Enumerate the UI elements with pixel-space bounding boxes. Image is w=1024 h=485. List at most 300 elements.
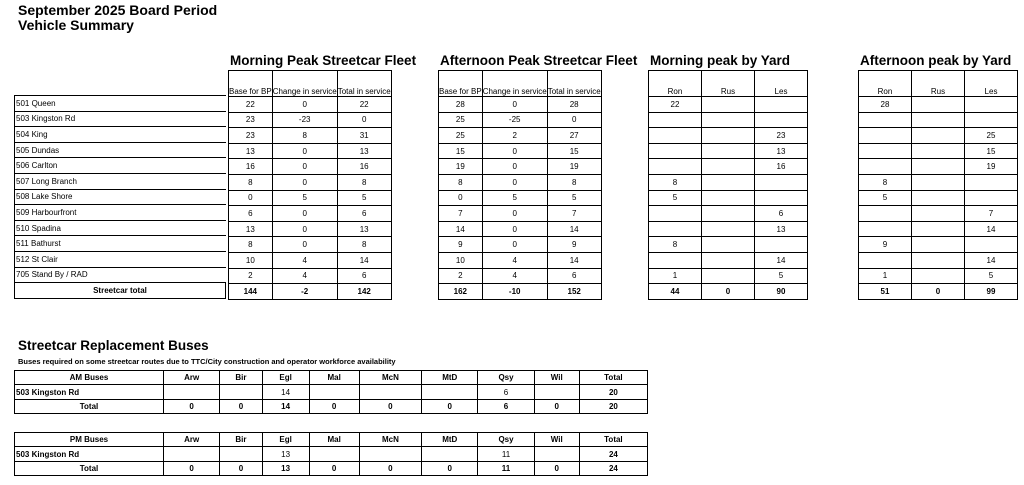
table-row	[859, 112, 1018, 128]
afternoon-yard-cell: 28	[859, 97, 912, 113]
afternoon-yard-cell	[965, 97, 1018, 113]
morning-fleet-header: Base for BP	[229, 71, 273, 97]
bus-column-header: Total	[579, 371, 647, 385]
bus-total-cell: 0	[534, 399, 579, 413]
afternoon-yard-cell	[912, 97, 965, 113]
afternoon-yard-cell: 5	[965, 268, 1018, 284]
table-row	[229, 190, 392, 206]
afternoon-yard-total: 51	[859, 284, 912, 300]
afternoon-fleet-cell: 0	[482, 159, 547, 175]
table-row	[439, 190, 602, 206]
bus-total-cell: 0	[359, 399, 421, 413]
table-row	[649, 143, 808, 159]
morning-yard-cell: 5	[649, 190, 702, 206]
table-row	[439, 237, 602, 253]
afternoon-fleet-cell: 7	[439, 206, 483, 222]
afternoon-fleet-cell: 0	[482, 174, 547, 190]
table-row	[229, 97, 392, 113]
bus-column-header: Qsy	[478, 433, 534, 447]
afternoon-fleet-cell: 4	[482, 252, 547, 268]
morning-yard-cell	[755, 174, 808, 190]
afternoon-fleet-cell: 0	[482, 237, 547, 253]
morning-fleet-cell: 8	[229, 237, 273, 253]
table-row	[859, 237, 1018, 253]
morning-yard-cell	[755, 237, 808, 253]
afternoon-yard-cell	[912, 190, 965, 206]
bus-total-cell: 14	[262, 399, 309, 413]
bus-cell: 11	[478, 447, 534, 461]
morning-yard-cell	[649, 221, 702, 237]
afternoon-yard-cell: 25	[965, 128, 1018, 144]
morning-fleet-cell: 6	[337, 268, 391, 284]
afternoon-fleet-header: Base for BP	[439, 71, 483, 97]
morning-yard-cell: 13	[755, 221, 808, 237]
afternoon-fleet-cell: 28	[547, 97, 601, 113]
table-row	[15, 96, 226, 112]
morning-fleet-cell: 31	[337, 128, 391, 144]
bus-cell	[309, 385, 359, 399]
morning-fleet-cell: 23	[229, 128, 273, 144]
table-row	[859, 268, 1018, 284]
morning-yard-cell: 6	[755, 206, 808, 222]
afternoon-fleet-cell: 19	[439, 159, 483, 175]
morning-yard-cell	[649, 159, 702, 175]
afternoon-yard-cell: 14	[965, 221, 1018, 237]
afternoon-fleet-total: -10	[482, 284, 547, 300]
afternoon-yard-table	[858, 70, 1018, 300]
route-label: 505 Dundas	[15, 142, 226, 158]
route-label: 509 Harbourfront	[15, 205, 226, 221]
afternoon-yard-cell	[965, 237, 1018, 253]
afternoon-fleet-total: 152	[547, 284, 601, 300]
bus-total-cell: 0	[422, 461, 478, 475]
morning-fleet-cell: 2	[229, 268, 273, 284]
table-row	[229, 112, 392, 128]
route-label: 501 Queen	[15, 96, 226, 112]
afternoon-fleet-cell: 0	[482, 206, 547, 222]
table-row	[859, 143, 1018, 159]
morning-fleet-cell: 8	[272, 128, 337, 144]
afternoon-fleet-title: Afternoon Peak Streetcar Fleet	[440, 53, 638, 68]
bus-cell	[422, 447, 478, 461]
afternoon-yard-header: Rus	[912, 71, 965, 97]
morning-fleet-table	[228, 70, 392, 300]
afternoon-fleet-cell: 2	[482, 128, 547, 144]
morning-fleet-cell: 0	[272, 174, 337, 190]
afternoon-fleet-cell: 15	[439, 143, 483, 159]
morning-fleet-cell: 13	[229, 143, 273, 159]
afternoon-yard-cell	[859, 143, 912, 159]
table-row	[649, 221, 808, 237]
afternoon-fleet-cell: 8	[439, 174, 483, 190]
table-row	[439, 159, 602, 175]
table-row	[229, 128, 392, 144]
morning-yard-header: Les	[755, 71, 808, 97]
morning-fleet-cell: 0	[272, 143, 337, 159]
morning-fleet-header: Change in service	[272, 71, 337, 97]
afternoon-fleet-table	[438, 70, 602, 300]
morning-yard-cell: 23	[755, 128, 808, 144]
bus-cell: 20	[579, 385, 647, 399]
bus-cell: 6	[478, 385, 534, 399]
morning-yard-title: Morning peak by Yard	[650, 53, 791, 68]
bus-total-cell: 20	[579, 399, 647, 413]
morning-yard-total: 0	[702, 284, 755, 300]
bus-row-label: 503 Kingston Rd	[15, 447, 164, 461]
afternoon-fleet-total: 162	[439, 284, 483, 300]
table-row	[859, 206, 1018, 222]
buses-title: Streetcar Replacement Buses	[18, 338, 209, 353]
table-row	[229, 268, 392, 284]
table-row	[649, 128, 808, 144]
morning-yard-header: Ron	[649, 71, 702, 97]
afternoon-fleet-cell: 10	[439, 252, 483, 268]
morning-yard-cell: 5	[755, 268, 808, 284]
afternoon-fleet-cell: 25	[439, 112, 483, 128]
morning-yard-cell	[702, 97, 755, 113]
afternoon-yard-cell	[859, 206, 912, 222]
am-buses-header: AM Buses	[15, 371, 164, 385]
morning-fleet-cell: 6	[337, 206, 391, 222]
morning-fleet-header: Total in service	[337, 71, 391, 97]
route-label: 506 Carlton	[15, 158, 226, 174]
morning-yard-cell	[649, 252, 702, 268]
table-row	[439, 268, 602, 284]
morning-yard-cell	[702, 252, 755, 268]
bus-column-header: Arw	[164, 433, 220, 447]
bus-cell	[164, 385, 220, 399]
afternoon-fleet-cell: 9	[547, 237, 601, 253]
bus-cell: 14	[262, 385, 309, 399]
table-row	[15, 267, 226, 283]
morning-yard-cell	[702, 221, 755, 237]
morning-yard-cell: 16	[755, 159, 808, 175]
route-label: 503 Kingston Rd	[15, 111, 226, 127]
afternoon-fleet-cell: 19	[547, 159, 601, 175]
afternoon-fleet-cell: 0	[547, 112, 601, 128]
afternoon-yard-cell	[912, 206, 965, 222]
table-row	[439, 128, 602, 144]
bus-column-header: MtD	[422, 433, 478, 447]
morning-yard-cell	[702, 174, 755, 190]
table-row	[439, 112, 602, 128]
afternoon-yard-header: Les	[965, 71, 1018, 97]
morning-yard-cell	[649, 206, 702, 222]
bus-column-header: Bir	[220, 433, 262, 447]
afternoon-fleet-cell: 8	[547, 174, 601, 190]
route-label: 705 Stand By / RAD	[15, 267, 226, 283]
table-row	[15, 173, 226, 189]
bus-total-cell: 11	[478, 461, 534, 475]
table-row	[649, 159, 808, 175]
bus-column-header: Wil	[534, 371, 579, 385]
title-line-2: Vehicle Summary	[18, 17, 134, 33]
table-row	[649, 206, 808, 222]
morning-yard-cell: 13	[755, 143, 808, 159]
morning-fleet-cell: 0	[337, 112, 391, 128]
morning-yard-header: Rus	[702, 71, 755, 97]
table-row	[649, 97, 808, 113]
morning-fleet-cell: 6	[229, 206, 273, 222]
morning-yard-total: 44	[649, 284, 702, 300]
afternoon-yard-cell: 19	[965, 159, 1018, 175]
afternoon-fleet-cell: 5	[547, 190, 601, 206]
morning-yard-cell	[702, 112, 755, 128]
streetcar-total-label: Streetcar total	[15, 283, 226, 299]
morning-fleet-cell: 0	[272, 237, 337, 253]
morning-yard-cell	[702, 237, 755, 253]
afternoon-yard-cell	[912, 252, 965, 268]
bus-total-label: Total	[15, 461, 164, 475]
morning-yard-cell	[702, 143, 755, 159]
afternoon-fleet-header: Total in service	[547, 71, 601, 97]
table-row	[859, 252, 1018, 268]
afternoon-fleet-cell: 25	[439, 128, 483, 144]
afternoon-yard-cell	[965, 112, 1018, 128]
table-row	[649, 237, 808, 253]
bus-cell	[534, 447, 579, 461]
table-row	[859, 190, 1018, 206]
afternoon-fleet-cell: 0	[482, 221, 547, 237]
afternoon-fleet-cell: 14	[547, 252, 601, 268]
afternoon-yard-cell	[965, 190, 1018, 206]
morning-fleet-cell: 10	[229, 252, 273, 268]
afternoon-yard-cell: 14	[965, 252, 1018, 268]
table-row	[15, 142, 226, 158]
afternoon-yard-total: 99	[965, 284, 1018, 300]
table-row	[15, 220, 226, 236]
afternoon-fleet-cell: 6	[547, 268, 601, 284]
morning-yard-total: 90	[755, 284, 808, 300]
bus-column-header: McN	[359, 371, 421, 385]
table-row	[15, 127, 226, 143]
bus-total-cell: 0	[422, 399, 478, 413]
afternoon-fleet-cell: 9	[439, 237, 483, 253]
table-row	[229, 143, 392, 159]
afternoon-fleet-cell: 0	[482, 143, 547, 159]
bus-total-cell: 0	[220, 461, 262, 475]
morning-fleet-cell: 8	[337, 237, 391, 253]
afternoon-yard-cell	[965, 174, 1018, 190]
table-row	[439, 143, 602, 159]
morning-fleet-cell: 13	[337, 143, 391, 159]
afternoon-yard-header: Ron	[859, 71, 912, 97]
bus-cell	[534, 385, 579, 399]
morning-fleet-cell: 4	[272, 268, 337, 284]
afternoon-fleet-cell: 7	[547, 206, 601, 222]
morning-fleet-cell: 8	[337, 174, 391, 190]
pm-buses-header: PM Buses	[15, 433, 164, 447]
bus-cell	[422, 385, 478, 399]
afternoon-fleet-cell: 2	[439, 268, 483, 284]
morning-fleet-cell: 0	[272, 97, 337, 113]
afternoon-fleet-cell: 28	[439, 97, 483, 113]
morning-fleet-title: Morning Peak Streetcar Fleet	[230, 53, 417, 68]
morning-fleet-cell: -23	[272, 112, 337, 128]
table-row	[229, 174, 392, 190]
morning-yard-cell	[755, 97, 808, 113]
bus-total-cell: 0	[359, 461, 421, 475]
morning-fleet-cell: 5	[337, 190, 391, 206]
bus-total-cell: 13	[262, 461, 309, 475]
title-line-1: September 2025 Board Period	[18, 2, 218, 18]
afternoon-yard-cell: 15	[965, 143, 1018, 159]
afternoon-yard-cell: 1	[859, 268, 912, 284]
morning-yard-cell: 1	[649, 268, 702, 284]
table-row	[439, 206, 602, 222]
afternoon-yard-cell	[912, 112, 965, 128]
morning-fleet-total: 142	[337, 284, 391, 300]
afternoon-fleet-header: Change in service	[482, 71, 547, 97]
bus-cell	[309, 447, 359, 461]
bus-cell: 24	[579, 447, 647, 461]
morning-fleet-cell: 22	[337, 97, 391, 113]
bus-total-cell: 0	[534, 461, 579, 475]
afternoon-yard-cell	[912, 143, 965, 159]
bus-column-header: MtD	[422, 371, 478, 385]
afternoon-yard-cell: 9	[859, 237, 912, 253]
afternoon-yard-cell: 8	[859, 174, 912, 190]
bus-column-header: McN	[359, 433, 421, 447]
bus-cell	[359, 447, 421, 461]
afternoon-fleet-cell: 27	[547, 128, 601, 144]
route-label: 504 King	[15, 127, 226, 143]
table-row	[859, 159, 1018, 175]
morning-fleet-total: 144	[229, 284, 273, 300]
morning-yard-cell	[649, 128, 702, 144]
afternoon-yard-cell: 7	[965, 206, 1018, 222]
morning-yard-cell: 8	[649, 174, 702, 190]
bus-total-label: Total	[15, 399, 164, 413]
morning-yard-cell	[702, 128, 755, 144]
morning-yard-cell	[649, 112, 702, 128]
bus-column-header: Mal	[309, 433, 359, 447]
table-row	[229, 221, 392, 237]
morning-fleet-cell: 0	[229, 190, 273, 206]
afternoon-yard-total: 0	[912, 284, 965, 300]
buses-note: Buses required on some streetcar routes due to TTC/City construction and operator workforce availability	[18, 357, 396, 366]
table-row	[229, 159, 392, 175]
bus-column-header: Qsy	[478, 371, 534, 385]
morning-yard-cell	[702, 206, 755, 222]
afternoon-yard-cell	[912, 128, 965, 144]
afternoon-yard-cell	[859, 159, 912, 175]
afternoon-fleet-cell: 14	[547, 221, 601, 237]
route-label: 512 St Clair	[15, 251, 226, 267]
route-label: 508 Lake Shore	[15, 189, 226, 205]
morning-fleet-cell: 0	[272, 221, 337, 237]
table-row	[15, 447, 648, 461]
morning-fleet-cell: 16	[229, 159, 273, 175]
bus-cell: 13	[262, 447, 309, 461]
table-row	[649, 190, 808, 206]
afternoon-yard-cell	[859, 221, 912, 237]
morning-yard-cell	[702, 268, 755, 284]
route-label: 511 Bathurst	[15, 236, 226, 252]
bus-cell	[359, 385, 421, 399]
route-label: 507 Long Branch	[15, 173, 226, 189]
table-row	[15, 158, 226, 174]
table-row	[439, 221, 602, 237]
table-row	[859, 221, 1018, 237]
afternoon-yard-cell	[859, 252, 912, 268]
table-row	[439, 174, 602, 190]
bus-column-header: Mal	[309, 371, 359, 385]
am-buses-table	[14, 370, 648, 414]
afternoon-yard-cell: 5	[859, 190, 912, 206]
morning-yard-cell	[649, 143, 702, 159]
morning-fleet-cell: 16	[337, 159, 391, 175]
bus-total-cell: 0	[220, 399, 262, 413]
route-header-blank	[15, 70, 226, 96]
morning-fleet-cell: 5	[272, 190, 337, 206]
table-row	[15, 236, 226, 252]
bus-cell	[164, 447, 220, 461]
afternoon-fleet-cell: 5	[482, 190, 547, 206]
table-row	[649, 252, 808, 268]
afternoon-fleet-cell: 15	[547, 143, 601, 159]
afternoon-yard-cell	[912, 174, 965, 190]
table-row	[229, 237, 392, 253]
bus-column-header: Egl	[262, 433, 309, 447]
table-row	[649, 174, 808, 190]
afternoon-yard-cell	[912, 237, 965, 253]
bus-cell	[220, 447, 262, 461]
afternoon-fleet-cell: 14	[439, 221, 483, 237]
bus-column-header: Arw	[164, 371, 220, 385]
table-row	[439, 252, 602, 268]
morning-yard-cell	[755, 190, 808, 206]
morning-fleet-cell: 0	[272, 206, 337, 222]
bus-column-header: Egl	[262, 371, 309, 385]
morning-yard-cell: 8	[649, 237, 702, 253]
afternoon-yard-cell	[912, 159, 965, 175]
table-row	[649, 268, 808, 284]
afternoon-fleet-cell: -25	[482, 112, 547, 128]
morning-fleet-cell: 13	[337, 221, 391, 237]
table-row	[15, 111, 226, 127]
morning-yard-cell	[755, 112, 808, 128]
table-row	[15, 189, 226, 205]
route-label-table	[14, 70, 226, 299]
afternoon-yard-title: Afternoon peak by Yard	[860, 53, 1012, 68]
morning-yard-cell: 14	[755, 252, 808, 268]
bus-total-cell: 24	[579, 461, 647, 475]
bus-column-header: Total	[579, 433, 647, 447]
morning-fleet-cell: 13	[229, 221, 273, 237]
morning-fleet-cell: 8	[229, 174, 273, 190]
table-row	[859, 174, 1018, 190]
table-row	[15, 251, 226, 267]
morning-yard-cell: 22	[649, 97, 702, 113]
afternoon-yard-cell	[859, 112, 912, 128]
table-row	[649, 112, 808, 128]
table-row	[439, 97, 602, 113]
afternoon-fleet-cell: 0	[482, 97, 547, 113]
morning-yard-cell	[702, 190, 755, 206]
morning-fleet-cell: 14	[337, 252, 391, 268]
afternoon-fleet-cell: 4	[482, 268, 547, 284]
bus-column-header: Wil	[534, 433, 579, 447]
afternoon-yard-cell	[912, 268, 965, 284]
bus-total-cell: 6	[478, 399, 534, 413]
morning-fleet-cell: 22	[229, 97, 273, 113]
table-row	[859, 128, 1018, 144]
bus-total-cell: 0	[164, 399, 220, 413]
bus-row-label: 503 Kingston Rd	[15, 385, 164, 399]
afternoon-yard-cell	[912, 221, 965, 237]
afternoon-yard-cell	[859, 128, 912, 144]
